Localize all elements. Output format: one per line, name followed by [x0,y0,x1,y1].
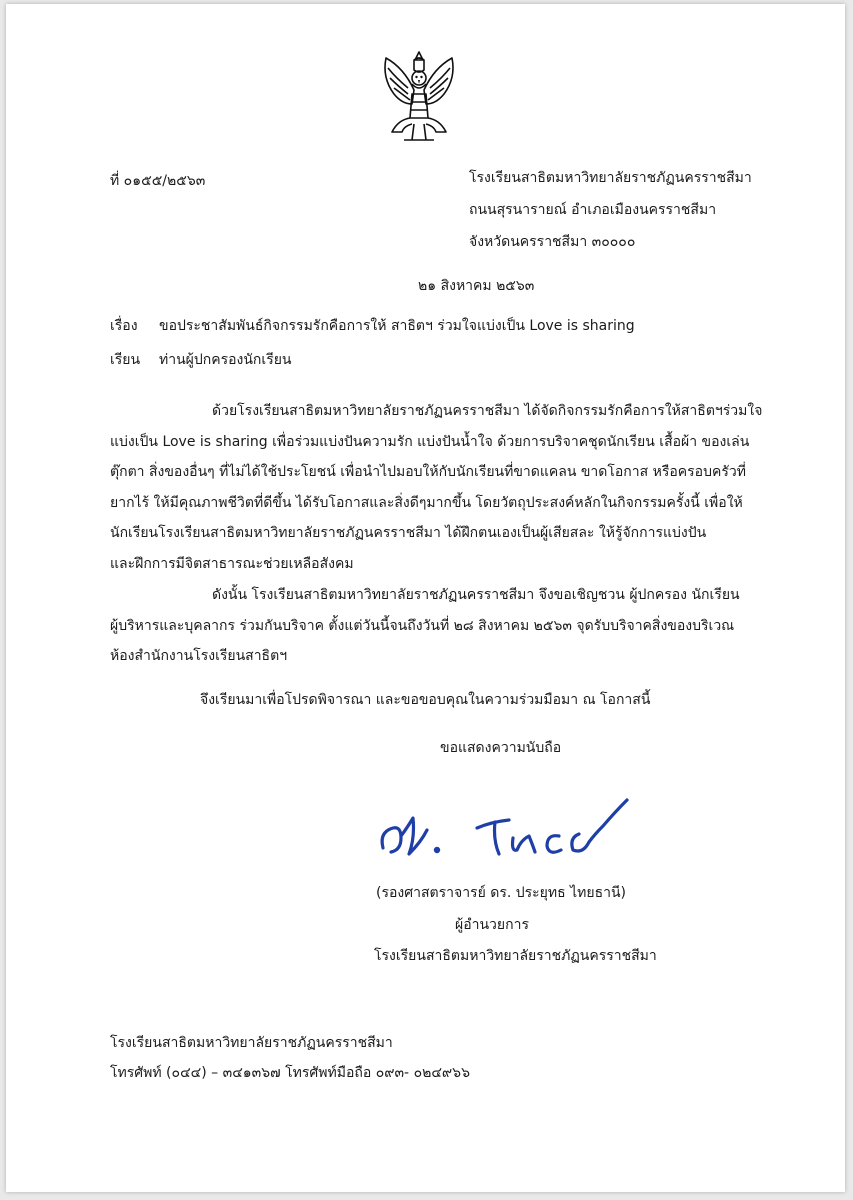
recipient-text: ท่านผู้ปกครองนักเรียน [159,352,292,368]
document-number: ที่ ๐๑๕๕/๒๕๖๓ [110,173,206,189]
paragraph-1-line: ตุ๊กตา สิ่งของอื่นๆ ที่ไม่ได้ใช้ประโยชน์ เพื่อนำไปมอบให้กับนักเรียนที่ขาดแคลน ขาดโอกาส หรือครอบครัวที่ [110,464,746,480]
signer-position: ผู้อำนวยการ [455,917,529,933]
body-paragraph-2 [110,580,740,672]
closing-salutation: ขอแสดงความนับถือ [440,740,562,756]
sender-address-line-2: ถนนสุรนารายณ์ อำเภอเมืองนครราชสีมา [469,202,717,218]
paragraph-1-line: แบ่งเป็น Love is sharing เพื่อร่วมแบ่งปันความรัก แบ่งปันน้ำใจ ด้วยการบริจาคชุดนักเรียน เสื้อผ้า ของเล่น [110,433,750,450]
paragraph-2-line: ผู้บริหารและบุคลากร ร่วมกันบริจาค ตั้งแต่วันนี้จนถึงวันที่ ๒๘ สิงหาคม ๒๕๖๓ จุดรับบริจาคสิ่งของบริเวณ [110,617,735,634]
signer-organization: โรงเรียนสาธิตมหาวิทยาลัยราชภัฏนครราชสีมา [374,948,657,964]
footer-organization: โรงเรียนสาธิตมหาวิทยาลัยราชภัฏนครราชสีมา [110,1035,393,1051]
closing-request: จึงเรียนมาเพื่อโปรดพิจารณา และขอขอบคุณในความร่วมมือมา ณ โอกาสนี้ [200,692,651,708]
sender-address-line-3: จังหวัดนครราชสีมา ๓๐๐๐๐ [469,234,636,250]
garuda-emblem-icon [374,48,464,148]
signer-name: (รองศาสตราจารย์ ดร. ประยุทธ ไทยธานี) [376,885,627,901]
subject-label: เรื่อง [110,318,138,334]
sender-address-line-1: โรงเรียนสาธิตมหาวิทยาลัยราชภัฏนครราชสีมา [469,170,752,186]
body-paragraph-1 [110,396,762,579]
paragraph-1-line: ยากไร้ ให้มีคุณภาพชีวิตที่ดีขึ้น ได้รับโอกาสและสิ่งดีๆมากขึ้น โดยวัตถุประสงค์หลักในกิจกรรมครั้งนี้ เพื่อให้ [110,494,743,511]
footer-phone: โทรศัพท์ (๐๔๔) – ๓๔๑๓๖๗ โทรศัพท์มือถือ ๐๙๓- ๐๒๔๙๖๖ [110,1065,470,1081]
subject-text: ขอประชาสัมพันธ์กิจกรรมรักคือการให้ สาธิตฯ ร่วมใจแบ่งเป็น Love is sharing [159,318,635,334]
recipient-label: เรียน [110,352,141,368]
signature [371,788,633,868]
paragraph-1-line: และฝึกการมีจิตสาธารณะช่วยเหลือสังคม [110,555,354,572]
paragraph-1-line: นักเรียนโรงเรียนสาธิตมหาวิทยาลัยราชภัฏนครราชสีมา ได้ฝึกตนเองเป็นผู้เสียสละ ให้รู้จักการแบ่งปัน [110,525,707,541]
paragraph-2-line: ดังนั้น โรงเรียนสาธิตมหาวิทยาลัยราชภัฏนครราชสีมา จึงขอเชิญชวน ผู้ปกครอง นักเรียน [212,587,740,603]
paragraph-1-line: ด้วยโรงเรียนสาธิตมหาวิทยาลัยราชภัฏนครราชสีมา ได้จัดกิจกรรมรักคือการให้สาธิตฯร่วมใจ [212,403,763,419]
letter-date: ๒๑ สิงหาคม ๒๕๖๓ [418,278,535,294]
letter-page [6,4,845,1192]
paragraph-2-line: ห้องสำนักงานโรงเรียนสาธิตฯ [110,648,288,664]
